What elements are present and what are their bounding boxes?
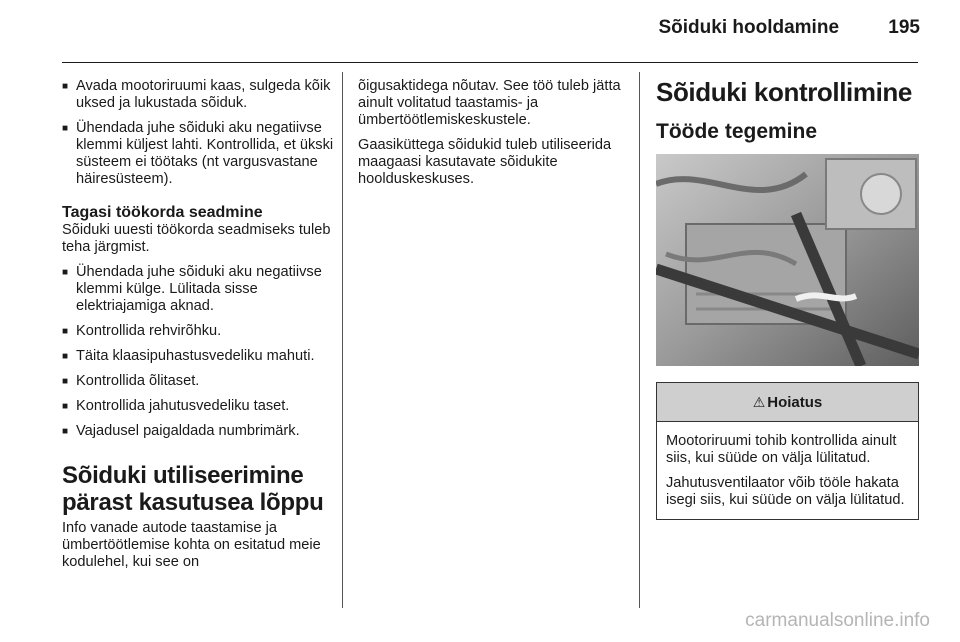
bullet-icon: ■	[62, 123, 69, 134]
paragraph: Gaasiküttega sõidukid tuleb utiliseerida maagaasi kasutavate sõidukite hoolduskeskuses.	[358, 137, 612, 187]
column-middle	[358, 78, 626, 196]
bullet-icon: ■	[62, 81, 69, 92]
list-item: ■ Avada mootoriruumi kaas, sulgeda kõik uksed ja lukustada sõiduk.	[62, 78, 331, 111]
column-right	[656, 78, 922, 520]
column-divider-2	[639, 72, 640, 608]
bullet-list-top	[62, 78, 334, 188]
bullet-icon: ■	[62, 426, 69, 437]
list-item: ■ Ühendada juhe sõiduki aku negatiivse klemmi küljest lahti. Kontrollida, et ükski süsteem ei töötaks (nt vargusvastane häiresüsteem).	[62, 120, 334, 187]
bullet-list-bottom	[62, 264, 334, 440]
list-item: ■ Kontrollida õlitaset.	[62, 373, 200, 389]
list-item: ■ Vajadusel paigaldada numbrimärk.	[62, 423, 300, 439]
warning-box	[656, 382, 919, 520]
list-item: ■ Kontrollida jahutusvedeliku taset.	[62, 398, 290, 414]
list-item: ■ Täita klaasipuhastusvedeliku mahuti.	[62, 348, 315, 364]
warning-triangle-icon: ⚠	[752, 394, 766, 410]
page-number: 195	[888, 17, 920, 38]
watermark: carmanualsonline.info	[745, 610, 930, 631]
bullet-icon: ■	[62, 326, 69, 337]
warning-paragraph: Mootoriruumi tohib kontrollida ainult siis, kui süüde on välja lülitatud.	[666, 433, 897, 466]
header-title: Sõiduki hooldamine	[658, 17, 840, 38]
warning-title: Hoiatus	[767, 394, 823, 411]
bullet-icon: ■	[62, 267, 69, 278]
engine-bay-photo	[656, 154, 919, 366]
header-rule	[62, 62, 918, 63]
paragraph: õigusaktidega nõutav. See töö tuleb jätta ainult volitatud taastamis- ja ümbertöötlemiskeskustele.	[358, 78, 621, 128]
section-heading: Sõiduki kontrollimine	[656, 77, 912, 107]
bullet-icon: ■	[62, 401, 69, 412]
recommission-intro: Sõiduki uuesti töökorda seadmiseks tuleb teha järgmist.	[62, 222, 331, 255]
subsection-heading: Tööde tegemine	[656, 120, 818, 143]
running-header	[659, 17, 921, 39]
engine-bay-illustration	[656, 154, 919, 366]
bullet-icon: ■	[62, 376, 69, 387]
disposal-text: Info vanade autode taastamise ja ümbertöötlemise kohta on esitatud meie kodulehel, kui see on	[62, 520, 321, 570]
recommission-heading: Tagasi töökorda seadmine	[62, 204, 263, 221]
warning-body	[657, 422, 918, 519]
column-divider-1	[342, 72, 343, 608]
column-left	[62, 78, 334, 579]
warning-paragraph: Jahutusventilaator võib tööle hakata isegi siis, kui süüde on välja lülitatud.	[666, 475, 905, 508]
disposal-heading: Sõiduki utiliseerimine pärast kasutusea lõppu	[62, 462, 324, 516]
list-item: ■ Ühendada juhe sõiduki aku negatiivse klemmi külge. Lülitada sisse elektriajamiga aknad.	[62, 264, 322, 314]
bullet-icon: ■	[62, 351, 69, 362]
warning-header	[657, 383, 918, 422]
list-item: ■ Kontrollida rehvirõhku.	[62, 323, 222, 339]
